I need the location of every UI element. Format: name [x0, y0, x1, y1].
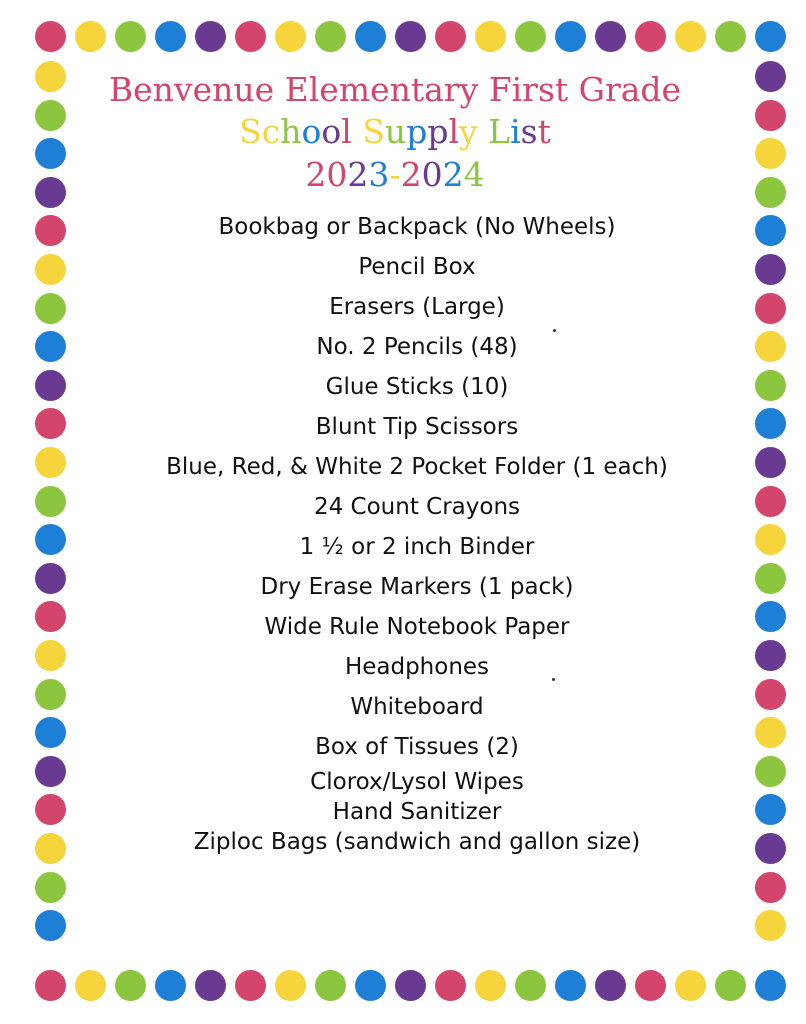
red-dot	[435, 970, 466, 1001]
red-dot	[635, 970, 666, 1001]
supply-item: Clorox/Lysol Wipes	[310, 769, 524, 795]
supply-item: Hand Sanitizer	[332, 799, 502, 825]
supply-item: Erasers (Large)	[329, 294, 505, 320]
title-letter: i	[510, 112, 521, 151]
title-letter: s	[520, 112, 538, 151]
title-letter: 2	[305, 155, 327, 194]
title-letter: 2	[400, 155, 422, 194]
green-dot	[115, 970, 146, 1001]
title-letter: 0	[421, 155, 443, 194]
scan-speck	[553, 329, 556, 332]
page-title: Benvenue Elementary First Grade	[108, 70, 682, 109]
yellow-dot	[275, 970, 306, 1001]
yellow-dot	[675, 970, 706, 1001]
yellow-dot	[675, 21, 706, 52]
title-letter: -	[389, 155, 401, 194]
title-letter: 2	[347, 155, 369, 194]
purple-dot	[195, 970, 226, 1001]
title-letter: p	[406, 112, 428, 151]
school-year	[0, 155, 790, 195]
supply-item: Dry Erase Markers (1 pack)	[260, 574, 574, 600]
green-dot	[715, 970, 746, 1001]
blue-dot	[555, 970, 586, 1001]
page-subtitle	[0, 112, 790, 152]
supply-item: 24 Count Crayons	[313, 494, 521, 520]
title-letter: h	[280, 112, 302, 151]
title-letter: o	[321, 112, 342, 151]
supply-item: Glue Sticks (10)	[325, 374, 509, 400]
green-dot	[715, 21, 746, 52]
blue-dot	[755, 21, 786, 52]
title-letter: u	[384, 112, 407, 151]
supply-item: Headphones	[344, 654, 490, 680]
title-letter: t	[537, 112, 551, 151]
red-dot	[755, 872, 786, 903]
supply-item: 1 ½ or 2 inch Binder	[299, 534, 535, 560]
title-letter: y	[459, 112, 478, 151]
blue-dot	[555, 21, 586, 52]
blue-dot	[35, 910, 66, 941]
purple-dot	[395, 21, 426, 52]
green-dot	[115, 21, 146, 52]
title-letter: 2	[442, 155, 464, 194]
purple-dot	[195, 21, 226, 52]
blue-dot	[755, 970, 786, 1001]
title-letter: 3	[368, 155, 390, 194]
title-letter	[352, 112, 363, 151]
title-letter: 0	[326, 155, 348, 194]
blue-dot	[155, 970, 186, 1001]
supply-item: Blue, Red, & White 2 Pocket Folder (1 each)	[166, 454, 668, 480]
title-letter: l	[448, 112, 459, 151]
title-letter: S	[239, 112, 262, 151]
scan-speck	[552, 678, 555, 681]
title-letter: l	[341, 112, 352, 151]
title-letter: 4	[463, 155, 485, 194]
green-dot	[515, 21, 546, 52]
blue-dot	[155, 21, 186, 52]
red-dot	[35, 970, 66, 1001]
yellow-dot	[75, 21, 106, 52]
supply-item: Pencil Box	[358, 254, 476, 280]
red-dot	[235, 21, 266, 52]
red-dot	[235, 970, 266, 1001]
green-dot	[515, 970, 546, 1001]
supply-item: Bookbag or Backpack (No Wheels)	[218, 214, 616, 240]
yellow-dot	[275, 21, 306, 52]
blue-dot	[355, 970, 386, 1001]
blue-dot	[355, 21, 386, 52]
purple-dot	[395, 970, 426, 1001]
supply-list	[0, 207, 806, 857]
yellow-dot	[75, 970, 106, 1001]
supply-item: No. 2 Pencils (48)	[316, 334, 518, 360]
title-letter: p	[427, 112, 449, 151]
supply-item: Blunt Tip Scissors	[315, 414, 519, 440]
yellow-dot	[755, 910, 786, 941]
red-dot	[35, 21, 66, 52]
supply-item: Box of Tissues (2)	[315, 734, 519, 760]
title-letter: L	[488, 112, 511, 151]
yellow-dot	[475, 970, 506, 1001]
green-dot	[35, 872, 66, 903]
red-dot	[435, 21, 466, 52]
title-letter: o	[301, 112, 322, 151]
supply-item: Whiteboard	[350, 694, 484, 720]
purple-dot	[595, 21, 626, 52]
yellow-dot	[475, 21, 506, 52]
title-letter: S	[362, 112, 385, 151]
supply-item: Ziploc Bags (sandwich and gallon size)	[193, 829, 641, 855]
green-dot	[315, 21, 346, 52]
title-letter: c	[261, 112, 281, 151]
green-dot	[315, 970, 346, 1001]
supply-item: Wide Rule Notebook Paper	[264, 614, 570, 640]
title-letter	[478, 112, 489, 151]
purple-dot	[595, 970, 626, 1001]
red-dot	[635, 21, 666, 52]
